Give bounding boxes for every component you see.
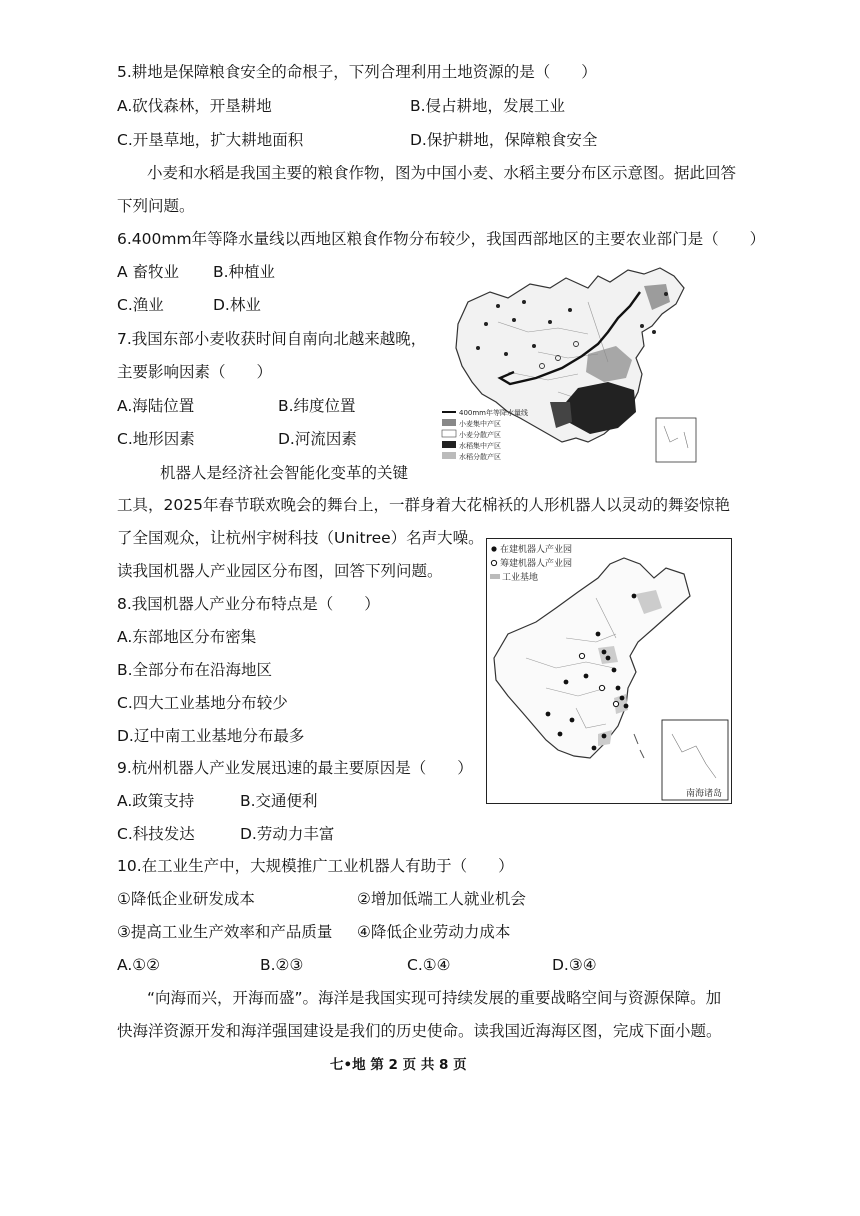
q8-option-d: D.辽中南工业基地分布最多 [117, 727, 305, 745]
map1-legend [442, 408, 528, 461]
q7-option-d: D.河流因素 [278, 430, 357, 448]
map1-legend-rice-conc: 水稻集中产区 [459, 442, 501, 450]
q6-option-a: A 畜牧业 [117, 263, 180, 281]
q10-statement-3: ③提高工业生产效率和产品质量 [117, 923, 333, 941]
map2-legend-building: 在建机器人产业园 [500, 545, 573, 555]
q10-option-a: A.①② [117, 956, 161, 974]
q10-option-d: D.③④ [552, 956, 597, 974]
q10-option-b: B.②③ [260, 956, 304, 974]
q7-stem-line1: 7.我国东部小麦收获时间自南向北越来越晚， [117, 330, 427, 348]
q6-option-d: D.林业 [213, 296, 261, 314]
intro-sea-line1: “向海而兴，开海而盛”。海洋是我国实现可持续发展的重要战略空间与资源保障。加 [147, 989, 722, 1007]
q5-option-c: C.开垦草地，扩大耕地面积 [117, 131, 304, 149]
q6-option-c: C.渔业 [117, 296, 164, 314]
intro-wheat-line2: 下列问题。 [117, 197, 195, 215]
q10-statement-2: ②增加低端工人就业机会 [357, 890, 526, 908]
q8-stem: 8.我国机器人产业分布特点是（ ） [117, 595, 380, 613]
intro-wheat-line1: 小麦和水稻是我国主要的粮食作物，图为中国小麦、水稻主要分布区示意图。据此回答 [147, 164, 737, 182]
q10-statement-4: ④降低企业劳动力成本 [357, 923, 511, 941]
intro-robot-line2: 工具，2025年春节联欢晚会的舞台上，一群身着大花棉袄的人形机器人以灵动的舞姿惊艳 [117, 496, 730, 514]
q9-stem: 9.杭州机器人产业发展迅速的最主要原因是（ ） [117, 759, 473, 777]
map1-legend-line: 400mm年等降水量线 [459, 409, 528, 417]
q6-option-b: B.种植业 [213, 263, 276, 281]
q10-option-c: C.①④ [407, 956, 451, 974]
wheat-rice-distribution-map [438, 262, 700, 464]
map2-inset-box [662, 720, 728, 800]
q8-option-a: A.东部地区分布密集 [117, 628, 257, 646]
q9-option-a: A.政策支持 [117, 792, 195, 810]
intro-robot-line3: 了全国观众，让杭州宇树科技（Unitree）名声大噪。 [117, 529, 484, 547]
q7-stem-line2: 主要影响因素（ ） [117, 363, 273, 381]
q6-stem: 6.400mm年等降水量线以西地区粮食作物分布较少，我国西部地区的主要农业部门是（ ） [117, 230, 766, 248]
q7-option-a: A.海陆位置 [117, 397, 195, 415]
map1-legend-wheat-scat: 小麦分散产区 [459, 431, 501, 439]
q5-stem: 5.耕地是保障粮食安全的命根子，下列合理利用土地资源的是（ ） [117, 63, 597, 81]
q10-stem: 10.在工业生产中，大规模推广工业机器人有助于（ ） [117, 857, 514, 875]
map1-legend-rice-scat: 水稻分散产区 [459, 453, 501, 461]
q8-option-b: B.全部分布在沿海地区 [117, 661, 273, 679]
intro-sea-line2: 快海洋资源开发和海洋强国建设是我们的历史使命。读我国近海海区图，完成下面小题。 [117, 1022, 722, 1040]
page-footer: 七•地 第 2 页 共 8 页 [330, 1057, 467, 1073]
q5-option-a: A.砍伐森林，开垦耕地 [117, 97, 272, 115]
map1-legend-wheat-conc: 小麦集中产区 [459, 420, 501, 428]
map1-inset-box [656, 418, 696, 462]
q9-option-b: B.交通便利 [240, 792, 318, 810]
q10-statement-1: ①降低企业研发成本 [117, 890, 255, 908]
q5-option-d: D.保护耕地，保障粮食安全 [410, 131, 598, 149]
map2-legend-base: 工业基地 [502, 573, 539, 583]
intro-robot-line4: 读我国机器人产业园区分布图，回答下列问题。 [117, 562, 443, 580]
q7-option-b: B.纬度位置 [278, 397, 356, 415]
q9-option-c: C.科技发达 [117, 825, 195, 843]
intro-robot-line1: 机器人是经济社会智能化变革的关键 [160, 464, 409, 482]
q9-option-d: D.劳动力丰富 [240, 825, 335, 843]
q5-option-b: B.侵占耕地，发展工业 [410, 97, 566, 115]
q7-option-c: C.地形因素 [117, 430, 195, 448]
map2-legend-planned: 筹建机器人产业园 [500, 559, 573, 569]
q8-option-c: C.四大工业基地分布较少 [117, 694, 288, 712]
robot-industry-park-map [486, 538, 732, 804]
map2-inset-label: 南海诸岛 [686, 789, 723, 799]
